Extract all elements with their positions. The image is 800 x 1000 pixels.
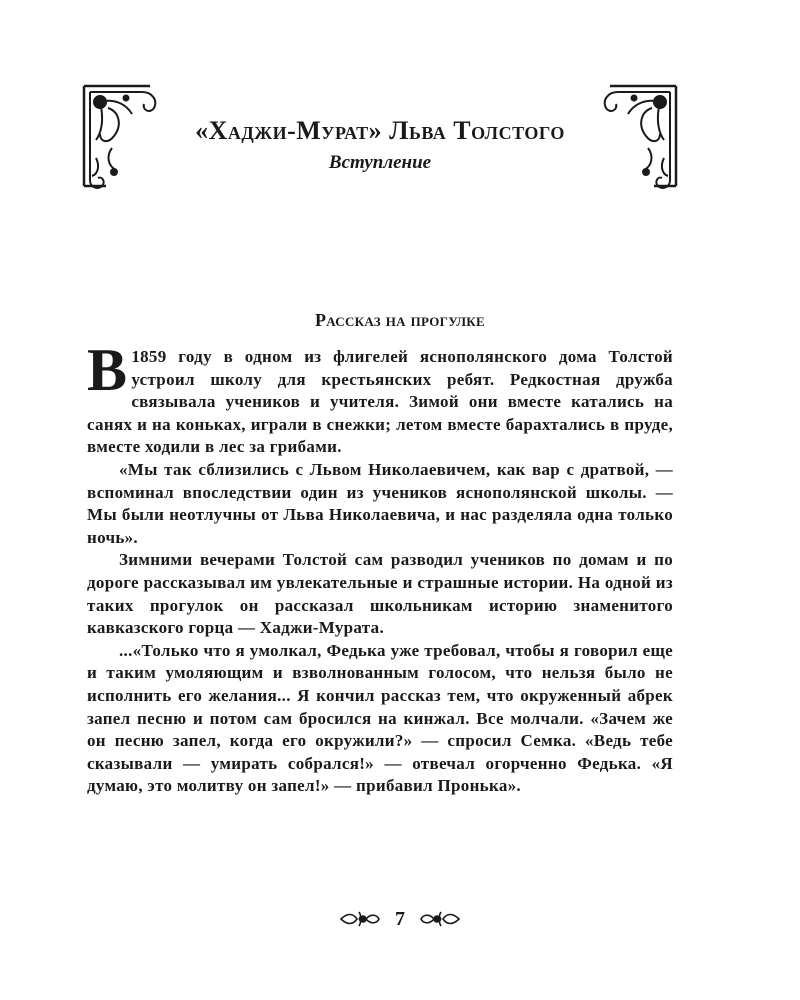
page-footer xyxy=(0,904,800,934)
paragraph: ...«Только что я умолкал, Федька уже требовал, чтобы я говорил еще и таким умоляющим и взволнованным голосом, что нельзя было не исполнить его желания... Я кончил рассказ тем, что окруженный абрек запел песню и потом сам бросился на кинжал. Все молчали. «Зачем же он песню запел, когда его окружили?» — спросил Семка. «Ведь тебе сказывали — умирать собрался!» — отвечал огорченно Федька. «Я думаю, это молитву он запел!» — прибавил Пронька». xyxy=(87,640,673,796)
chapter-header xyxy=(80,78,680,194)
drop-cap: В xyxy=(87,337,128,403)
fleuron-icon xyxy=(419,909,461,929)
paragraph-text: 1859 году в одном из флигелей яснополянского дома Толстой устроил школу для крестьянских ребят. Редкостная дружба связывала учеников и учителя. Зимой они вместе катались на санях и на коньках, играли в снежки; летом вместе барахтались в пруде, вместе ходили в лес за грибами. xyxy=(87,347,673,457)
body-text xyxy=(87,337,673,798)
chapter-title: «Хаджи-Мурат» Льва Толстого xyxy=(195,116,565,145)
fleuron-icon xyxy=(339,909,381,929)
paragraph: «Мы так сблизились с Львом Николаевичем, как вар с дратвой, — вспоминал впоследствии один из учеников яснополянской школы. — Мы были неотлучны от Льва Николаевича, и нас разделяла одна только ночь». xyxy=(87,459,673,547)
chapter-subtitle: Вступление xyxy=(328,152,432,173)
section-title: Рассказ на прогулке xyxy=(314,310,486,330)
paragraph: Зимними вечерами Толстой сам разводил учеников по домам и по дороге рассказывал им увлекательные и страшные истории. На одной из таких прогулок он рассказал школьникам историю знаменитого кавказского горца — Хаджи-Мурата. xyxy=(87,550,673,638)
page-number: 7 xyxy=(395,907,405,930)
paragraph xyxy=(87,337,673,459)
